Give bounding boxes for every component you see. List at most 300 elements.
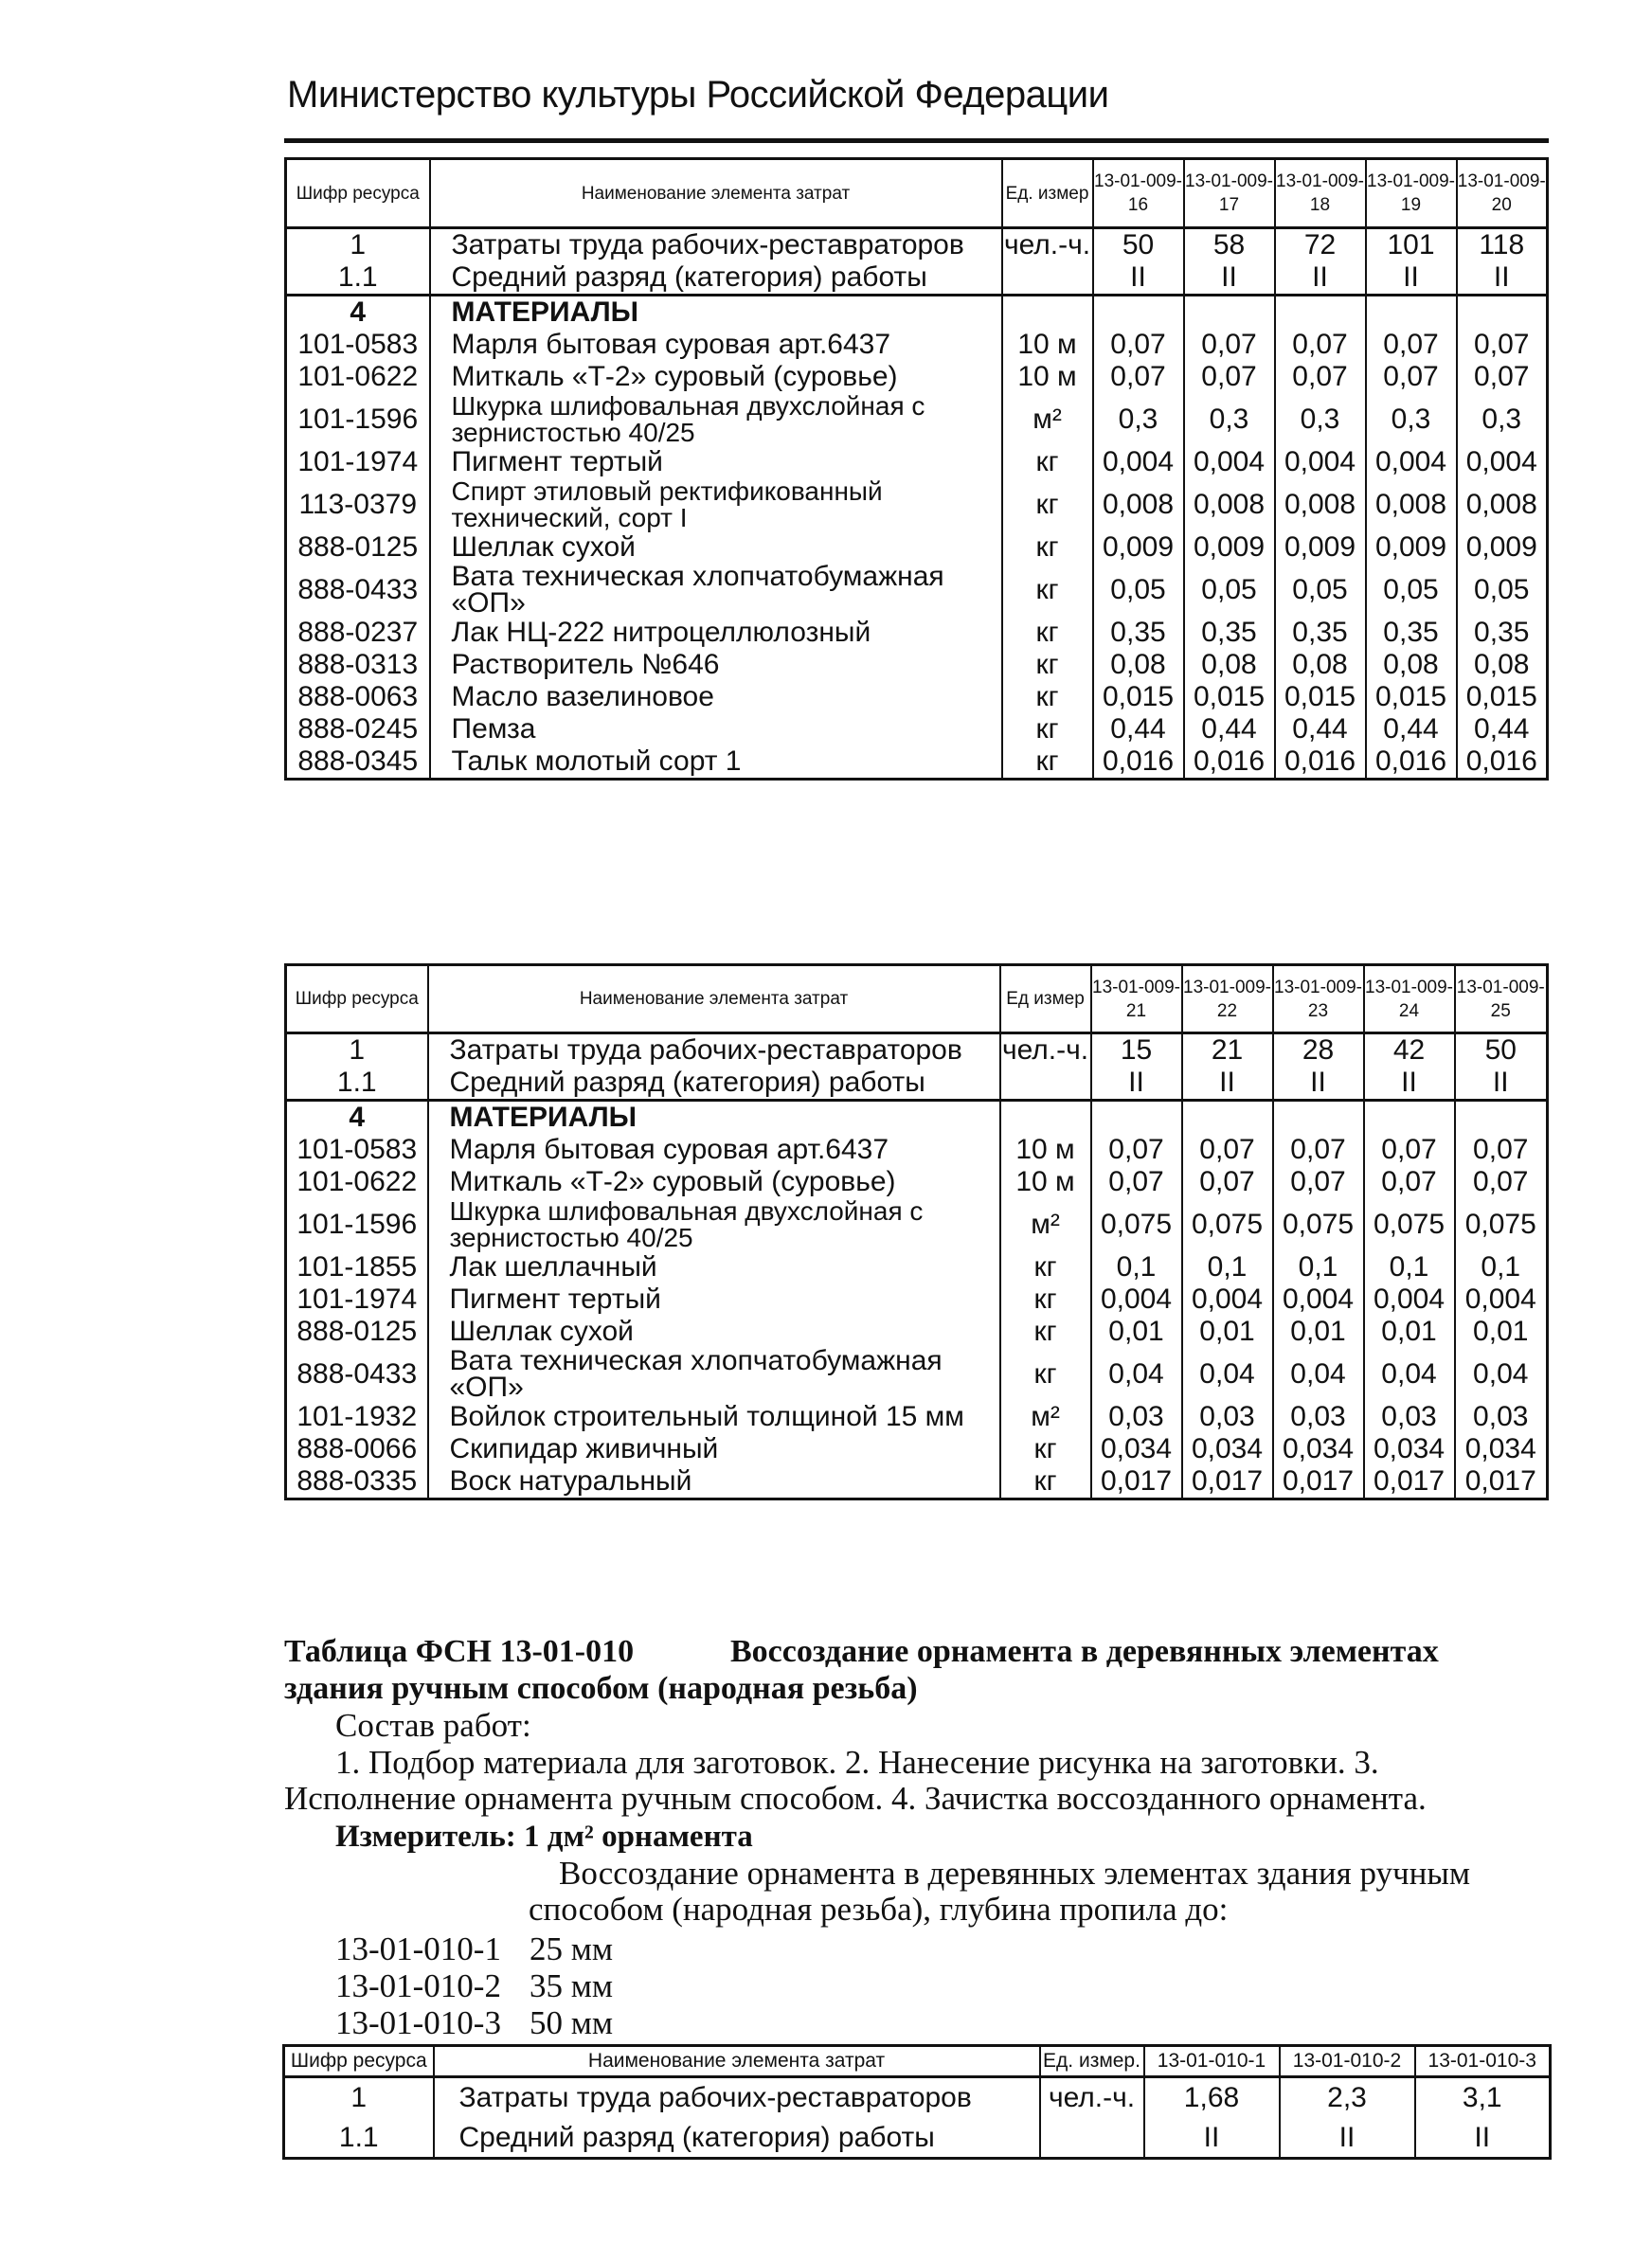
resource-name: Войлок строительный толщиной 15 мм xyxy=(428,1401,1000,1433)
resource-value: 2,3 xyxy=(1280,2077,1415,2119)
resource-value: 0,008 xyxy=(1457,478,1548,531)
resource-value: II xyxy=(1364,1067,1455,1101)
variant-row xyxy=(335,1967,613,2005)
resource-value: 0,034 xyxy=(1273,1433,1364,1465)
resource-value: 0,034 xyxy=(1182,1433,1273,1465)
resource-value: 0,07 xyxy=(1091,1166,1182,1198)
resource-value: 0,35 xyxy=(1184,617,1275,649)
resource-value: 0,3 xyxy=(1457,393,1548,446)
resource-name: Вата техническая хлопчатобумажная «ОП» xyxy=(430,564,1002,617)
resource-value: 0,07 xyxy=(1273,1134,1364,1166)
table-row xyxy=(286,329,1548,361)
resource-name: Пигмент тертый xyxy=(430,446,1002,478)
col-header-name: Наименование элемента затрат xyxy=(430,159,1002,228)
resource-unit: 10 м xyxy=(1002,329,1093,361)
table-row xyxy=(286,1067,1548,1101)
resource-value: 0,004 xyxy=(1091,1284,1182,1316)
col-header-variant: 13-01-009-20 xyxy=(1457,159,1548,228)
table-row xyxy=(286,261,1548,296)
resource-value: II xyxy=(1273,1067,1364,1101)
resource-value: 0,1 xyxy=(1091,1251,1182,1284)
resource-unit: кг xyxy=(1002,531,1093,564)
resource-value: 58 xyxy=(1184,228,1275,262)
col-header-variant: 13-01-009-24 xyxy=(1364,965,1455,1033)
resource-value: 0,016 xyxy=(1366,745,1457,780)
table-row xyxy=(286,1033,1548,1068)
resource-name: Пигмент тертый xyxy=(428,1284,1000,1316)
resource-name: Скипидар живичный xyxy=(428,1433,1000,1465)
resource-value: 0,05 xyxy=(1184,564,1275,617)
col-header-name: Наименование элемента затрат xyxy=(434,2046,1040,2077)
resource-value: 0,08 xyxy=(1457,649,1548,681)
resource-value: 0,07 xyxy=(1455,1166,1548,1198)
resource-value: 0,017 xyxy=(1364,1465,1455,1499)
resource-code: 888-0125 xyxy=(286,1316,428,1348)
resource-value: 0,08 xyxy=(1366,649,1457,681)
resource-value: 0,05 xyxy=(1275,564,1366,617)
resource-value: 0,07 xyxy=(1275,361,1366,393)
table-row xyxy=(286,531,1548,564)
resource-value: II xyxy=(1091,1067,1182,1101)
resource-value: 0,04 xyxy=(1455,1348,1548,1401)
variant-depth: 35 мм xyxy=(530,1967,614,2004)
col-header-variant: 13-01-009-16 xyxy=(1093,159,1184,228)
resource-value: II xyxy=(1275,261,1366,296)
resource-value: 0,016 xyxy=(1275,745,1366,780)
resource-code: 888-0063 xyxy=(286,681,430,713)
resource-unit: кг xyxy=(1000,1348,1091,1401)
resource-value: 0,08 xyxy=(1184,649,1275,681)
resource-unit: кг xyxy=(1002,478,1093,531)
resource-value: 0,008 xyxy=(1366,478,1457,531)
resource-code: 113-0379 xyxy=(286,478,430,531)
resource-value: 0,008 xyxy=(1184,478,1275,531)
resource-value: 0,004 xyxy=(1093,446,1184,478)
resource-value: 0,004 xyxy=(1455,1284,1548,1316)
resource-value: 0,07 xyxy=(1182,1166,1273,1198)
variant-depth: 50 мм xyxy=(530,2004,614,2041)
resource-unit: кг xyxy=(1002,681,1093,713)
resource-unit: чел.-ч. xyxy=(1040,2077,1144,2119)
resource-value: 0,075 xyxy=(1455,1198,1548,1251)
resource-value: 0,01 xyxy=(1364,1316,1455,1348)
table-row xyxy=(286,681,1548,713)
resource-unit: м² xyxy=(1000,1401,1091,1433)
resource-code: 1.1 xyxy=(286,261,430,296)
resource-value: 0,04 xyxy=(1182,1348,1273,1401)
table-row xyxy=(286,1166,1548,1198)
fsn-table-code: Таблица ФСН 13-01-010 xyxy=(284,1634,635,1669)
resource-value: II xyxy=(1144,2119,1280,2159)
resource-name: Растворитель №646 xyxy=(430,649,1002,681)
resource-value xyxy=(1275,296,1366,330)
resource-value xyxy=(1455,1101,1548,1135)
col-header-variant: 13-01-009-19 xyxy=(1366,159,1457,228)
norms-table-1 xyxy=(284,157,1549,781)
resource-value: 0,016 xyxy=(1184,745,1275,780)
resource-value: 0,075 xyxy=(1182,1198,1273,1251)
resource-value: II xyxy=(1415,2119,1551,2159)
resource-value xyxy=(1273,1101,1364,1135)
resource-value: 15 xyxy=(1091,1033,1182,1068)
table-row xyxy=(286,1401,1548,1433)
resource-name: Марля бытовая суровая арт.6437 xyxy=(428,1134,1000,1166)
resource-name: МАТЕРИАЛЫ xyxy=(428,1101,1000,1135)
resource-value xyxy=(1366,296,1457,330)
col-header-variant: 13-01-009-18 xyxy=(1275,159,1366,228)
resource-value: 0,44 xyxy=(1093,713,1184,745)
resource-value: 101 xyxy=(1366,228,1457,262)
resource-unit xyxy=(1040,2119,1144,2159)
resource-code: 888-0345 xyxy=(286,745,430,780)
table-row xyxy=(286,1316,1548,1348)
variant-depth: 25 мм xyxy=(530,1930,614,1967)
resource-code: 888-0125 xyxy=(286,531,430,564)
resource-value: 0,034 xyxy=(1364,1433,1455,1465)
resource-value xyxy=(1457,296,1548,330)
resource-value: 0,08 xyxy=(1093,649,1184,681)
resource-value: 0,004 xyxy=(1275,446,1366,478)
resource-name: Масло вазелиновое xyxy=(430,681,1002,713)
resource-name: Средний разряд (категория) работы xyxy=(430,261,1002,296)
resource-code: 1 xyxy=(286,1033,428,1068)
resource-value: 0,03 xyxy=(1273,1401,1364,1433)
resource-unit: кг xyxy=(1000,1251,1091,1284)
resource-name: Шеллак сухой xyxy=(430,531,1002,564)
resource-value: 0,004 xyxy=(1273,1284,1364,1316)
resource-unit: кг xyxy=(1002,617,1093,649)
resource-code: 101-1596 xyxy=(286,393,430,446)
resource-unit: кг xyxy=(1002,649,1093,681)
table-row xyxy=(284,2119,1551,2159)
resource-unit xyxy=(1000,1067,1091,1101)
resource-code: 888-0066 xyxy=(286,1433,428,1465)
resource-unit: м² xyxy=(1000,1198,1091,1251)
resource-value: 0,07 xyxy=(1184,361,1275,393)
resource-unit: 10 м xyxy=(1000,1134,1091,1166)
resource-name: Средний разряд (категория) работы xyxy=(434,2119,1040,2159)
resource-code: 101-0583 xyxy=(286,329,430,361)
resource-unit: кг xyxy=(1000,1284,1091,1316)
composition-text: 1. Подбор материала для заготовок. 2. Нанесение рисунка на заготовки. 3. Исполнение орнамента ручным способом. 4. Зачистка воссозданного орнамента. xyxy=(284,1744,1427,1817)
table-row xyxy=(286,296,1548,330)
resource-value: 50 xyxy=(1455,1033,1548,1068)
table-row xyxy=(286,564,1548,617)
resource-code: 101-0622 xyxy=(286,1166,428,1198)
resource-code: 101-0622 xyxy=(286,361,430,393)
resource-name: Лак шеллачный xyxy=(428,1251,1000,1284)
table-row xyxy=(286,713,1548,745)
resource-unit xyxy=(1002,261,1093,296)
variant-code: 13-01-010-1 xyxy=(335,1930,501,1967)
table-row xyxy=(286,1284,1548,1316)
resource-value: 0,04 xyxy=(1091,1348,1182,1401)
resource-unit: кг xyxy=(1002,446,1093,478)
resource-value: 0,05 xyxy=(1093,564,1184,617)
resource-unit xyxy=(1002,296,1093,330)
col-header-unit: Ед. измер. xyxy=(1040,2046,1144,2077)
col-header-code: Шифр ресурса xyxy=(284,2046,434,2077)
col-header-name: Наименование элемента затрат xyxy=(428,965,1000,1033)
norms-table-3 xyxy=(282,2044,1552,2160)
resource-value: 0,03 xyxy=(1455,1401,1548,1433)
resource-unit: кг xyxy=(1000,1316,1091,1348)
resource-value: 0,01 xyxy=(1182,1316,1273,1348)
resource-name: Миткаль «Т-2» суровый (суровье) xyxy=(430,361,1002,393)
resource-value: 0,3 xyxy=(1093,393,1184,446)
resource-unit xyxy=(1000,1101,1091,1135)
resource-value: 72 xyxy=(1275,228,1366,262)
resource-value: 0,008 xyxy=(1093,478,1184,531)
resource-unit: кг xyxy=(1002,713,1093,745)
resource-value: 0,015 xyxy=(1275,681,1366,713)
variant-code: 13-01-010-3 xyxy=(335,2004,501,2041)
resource-value: 0,1 xyxy=(1455,1251,1548,1284)
resource-value: 0,004 xyxy=(1457,446,1548,478)
resource-value: 0,015 xyxy=(1366,681,1457,713)
col-header-variant: 13-01-009-25 xyxy=(1455,965,1548,1033)
resource-value: 0,35 xyxy=(1457,617,1548,649)
resource-code: 1.1 xyxy=(284,2119,434,2159)
resource-value: 0,004 xyxy=(1366,446,1457,478)
table-row xyxy=(286,393,1548,446)
resource-value: 42 xyxy=(1364,1033,1455,1068)
resource-value: 0,015 xyxy=(1184,681,1275,713)
resource-value: 0,05 xyxy=(1366,564,1457,617)
resource-code: 888-0313 xyxy=(286,649,430,681)
col-header-variant: 13-01-010-1 xyxy=(1144,2046,1280,2077)
table-row xyxy=(286,228,1548,262)
resource-name: Шкурка шлифовальная двухслойная с зернистостью 40/25 xyxy=(428,1198,1000,1251)
header-rule xyxy=(284,138,1549,143)
resource-code: 101-1596 xyxy=(286,1198,428,1251)
resource-value: 0,015 xyxy=(1093,681,1184,713)
resource-value xyxy=(1184,296,1275,330)
resource-value: 0,034 xyxy=(1091,1433,1182,1465)
resource-value: 0,35 xyxy=(1275,617,1366,649)
resource-unit: чел.-ч. xyxy=(1002,228,1093,262)
col-header-variant: 13-01-009-22 xyxy=(1182,965,1273,1033)
resource-unit: чел.-ч. xyxy=(1000,1033,1091,1068)
resource-code: 101-1855 xyxy=(286,1251,428,1284)
resource-code: 888-0335 xyxy=(286,1465,428,1499)
resource-name: Шкурка шлифовальная двухслойная с зернистостью 40/25 xyxy=(430,393,1002,446)
resource-value: II xyxy=(1280,2119,1415,2159)
resource-value: 0,017 xyxy=(1182,1465,1273,1499)
resource-value: 0,009 xyxy=(1184,531,1275,564)
resource-value: 0,075 xyxy=(1273,1198,1364,1251)
resource-value: 0,1 xyxy=(1273,1251,1364,1284)
resource-value: 0,08 xyxy=(1275,649,1366,681)
fsn-table-name: Воссоздание орнамента в деревянных элементах здания ручным способом (народная резьба) xyxy=(284,1634,1439,1706)
resource-value xyxy=(1091,1101,1182,1135)
resource-value: 0,034 xyxy=(1455,1433,1548,1465)
resource-value: 0,3 xyxy=(1184,393,1275,446)
resource-value: 0,017 xyxy=(1455,1465,1548,1499)
table-row xyxy=(286,1465,1548,1499)
table-row xyxy=(286,1101,1548,1135)
resource-value: II xyxy=(1182,1067,1273,1101)
resource-code: 888-0245 xyxy=(286,713,430,745)
variant-row xyxy=(335,1930,613,1968)
table-row xyxy=(286,745,1548,780)
resource-code: 101-1974 xyxy=(286,1284,428,1316)
resource-value: 0,01 xyxy=(1273,1316,1364,1348)
resource-unit: кг xyxy=(1000,1433,1091,1465)
resource-value: 0,075 xyxy=(1091,1198,1182,1251)
resource-value: 0,44 xyxy=(1275,713,1366,745)
resource-value: 0,07 xyxy=(1093,361,1184,393)
resource-value: 0,44 xyxy=(1366,713,1457,745)
resource-value: II xyxy=(1366,261,1457,296)
resource-name: Пемза xyxy=(430,713,1002,745)
resource-value: 0,01 xyxy=(1455,1316,1548,1348)
resource-value: 0,07 xyxy=(1364,1166,1455,1198)
resource-value: 0,35 xyxy=(1093,617,1184,649)
resource-value: 0,1 xyxy=(1182,1251,1273,1284)
table-row xyxy=(286,1134,1548,1166)
col-header-variant: 13-01-009-21 xyxy=(1091,965,1182,1033)
resource-value: 0,008 xyxy=(1275,478,1366,531)
table-row xyxy=(286,1433,1548,1465)
resource-value: 28 xyxy=(1273,1033,1364,1068)
resource-value: 0,009 xyxy=(1093,531,1184,564)
col-header-variant: 13-01-009-17 xyxy=(1184,159,1275,228)
resource-value: 0,07 xyxy=(1455,1134,1548,1166)
resource-value: 0,075 xyxy=(1364,1198,1455,1251)
col-header-code: Шифр ресурса xyxy=(286,965,428,1033)
resource-unit: кг xyxy=(1000,1465,1091,1499)
resource-name: Воск натуральный xyxy=(428,1465,1000,1499)
table-row xyxy=(286,1251,1548,1284)
resource-value: 0,07 xyxy=(1457,361,1548,393)
norms-table-2 xyxy=(284,963,1549,1500)
resource-value: 0,44 xyxy=(1184,713,1275,745)
resource-code: 4 xyxy=(286,1101,428,1135)
resource-name: Спирт этиловый ректификованный технический, сорт I xyxy=(430,478,1002,531)
resource-value: II xyxy=(1457,261,1548,296)
resource-name: МАТЕРИАЛЫ xyxy=(430,296,1002,330)
resource-code: 1.1 xyxy=(286,1067,428,1101)
resource-value: 1,68 xyxy=(1144,2077,1280,2119)
table-1-body xyxy=(286,228,1548,780)
resource-value: 0,44 xyxy=(1457,713,1548,745)
composition-label: Состав работ: xyxy=(335,1707,531,1744)
resource-name: Тальк молотый сорт 1 xyxy=(430,745,1002,780)
resource-value: 0,3 xyxy=(1366,393,1457,446)
resource-value: 0,05 xyxy=(1457,564,1548,617)
col-header-variant: 13-01-009-23 xyxy=(1273,965,1364,1033)
resource-name: Шеллак сухой xyxy=(428,1316,1000,1348)
resource-name: Затраты труда рабочих-реставраторов xyxy=(428,1033,1000,1068)
col-header-variant: 13-01-010-2 xyxy=(1280,2046,1415,2077)
resource-value: 118 xyxy=(1457,228,1548,262)
resource-name: Вата техническая хлопчатобумажная «ОП» xyxy=(428,1348,1000,1401)
resource-value: 0,015 xyxy=(1457,681,1548,713)
resource-value: 0,004 xyxy=(1184,446,1275,478)
resource-code: 888-0433 xyxy=(286,1348,428,1401)
resource-value: 0,3 xyxy=(1275,393,1366,446)
resource-unit: м² xyxy=(1002,393,1093,446)
resource-code: 101-0583 xyxy=(286,1134,428,1166)
resource-value: 0,04 xyxy=(1364,1348,1455,1401)
resource-value: II xyxy=(1455,1067,1548,1101)
resource-value: 0,1 xyxy=(1364,1251,1455,1284)
resource-value: 0,07 xyxy=(1091,1134,1182,1166)
col-header-unit: Ед. измер xyxy=(1002,159,1093,228)
resource-value: 0,009 xyxy=(1275,531,1366,564)
resource-code: 888-0433 xyxy=(286,564,430,617)
resource-code: 101-1932 xyxy=(286,1401,428,1433)
resource-code: 4 xyxy=(286,296,430,330)
resource-name: Лак НЦ-222 нитроцеллюлозный xyxy=(430,617,1002,649)
col-header-code: Шифр ресурса xyxy=(286,159,430,228)
resource-value: 50 xyxy=(1093,228,1184,262)
col-header-variant: 13-01-010-3 xyxy=(1415,2046,1551,2077)
resource-code: 1 xyxy=(286,228,430,262)
resource-value xyxy=(1093,296,1184,330)
meter-label: Измеритель: 1 дм² орнамента xyxy=(335,1820,753,1854)
resource-value: 0,07 xyxy=(1366,361,1457,393)
resource-value: 0,07 xyxy=(1275,329,1366,361)
resource-value: II xyxy=(1093,261,1184,296)
resource-value: 0,07 xyxy=(1457,329,1548,361)
resource-value: 0,03 xyxy=(1091,1401,1182,1433)
resource-value: 0,07 xyxy=(1273,1166,1364,1198)
table-row xyxy=(286,446,1548,478)
resource-code: 101-1974 xyxy=(286,446,430,478)
table-2-body xyxy=(286,1033,1548,1499)
resource-code: 1 xyxy=(284,2077,434,2119)
resource-name: Затраты труда рабочих-реставраторов xyxy=(430,228,1002,262)
resource-value xyxy=(1364,1101,1455,1135)
resource-value: 0,016 xyxy=(1457,745,1548,780)
fsn-table-title xyxy=(284,1633,1544,1707)
variants-intro: Воссоздание орнамента в деревянных элементах здания ручным способом (народная резьба), глубина пропила до: xyxy=(529,1855,1470,1928)
resource-name: Затраты труда рабочих-реставраторов xyxy=(434,2077,1040,2119)
resource-name: Средний разряд (категория) работы xyxy=(428,1067,1000,1101)
resource-value: 0,03 xyxy=(1364,1401,1455,1433)
table-row xyxy=(286,1348,1548,1401)
col-header-unit: Ед измер xyxy=(1000,965,1091,1033)
resource-value: 0,004 xyxy=(1182,1284,1273,1316)
resource-value: 0,03 xyxy=(1182,1401,1273,1433)
resource-unit: 10 м xyxy=(1002,361,1093,393)
resource-value: 0,009 xyxy=(1457,531,1548,564)
resource-value: 0,07 xyxy=(1184,329,1275,361)
page-header: Министерство культуры Российской Федерации xyxy=(287,74,1109,116)
table-row xyxy=(286,478,1548,531)
resource-value: 0,017 xyxy=(1091,1465,1182,1499)
resource-name: Марля бытовая суровая арт.6437 xyxy=(430,329,1002,361)
variant-code: 13-01-010-2 xyxy=(335,1967,501,2004)
resource-value: 0,07 xyxy=(1364,1134,1455,1166)
resource-unit: кг xyxy=(1002,745,1093,780)
variant-row xyxy=(335,2004,613,2042)
resource-value: 21 xyxy=(1182,1033,1273,1068)
resource-value xyxy=(1182,1101,1273,1135)
resource-value: 0,016 xyxy=(1093,745,1184,780)
table-row xyxy=(284,2077,1551,2119)
resource-code: 888-0237 xyxy=(286,617,430,649)
table-row xyxy=(286,1198,1548,1251)
resource-value: 0,07 xyxy=(1182,1134,1273,1166)
table-row xyxy=(286,649,1548,681)
resource-value: 3,1 xyxy=(1415,2077,1551,2119)
resource-value: 0,004 xyxy=(1364,1284,1455,1316)
resource-value: 0,07 xyxy=(1366,329,1457,361)
resource-unit: кг xyxy=(1002,564,1093,617)
